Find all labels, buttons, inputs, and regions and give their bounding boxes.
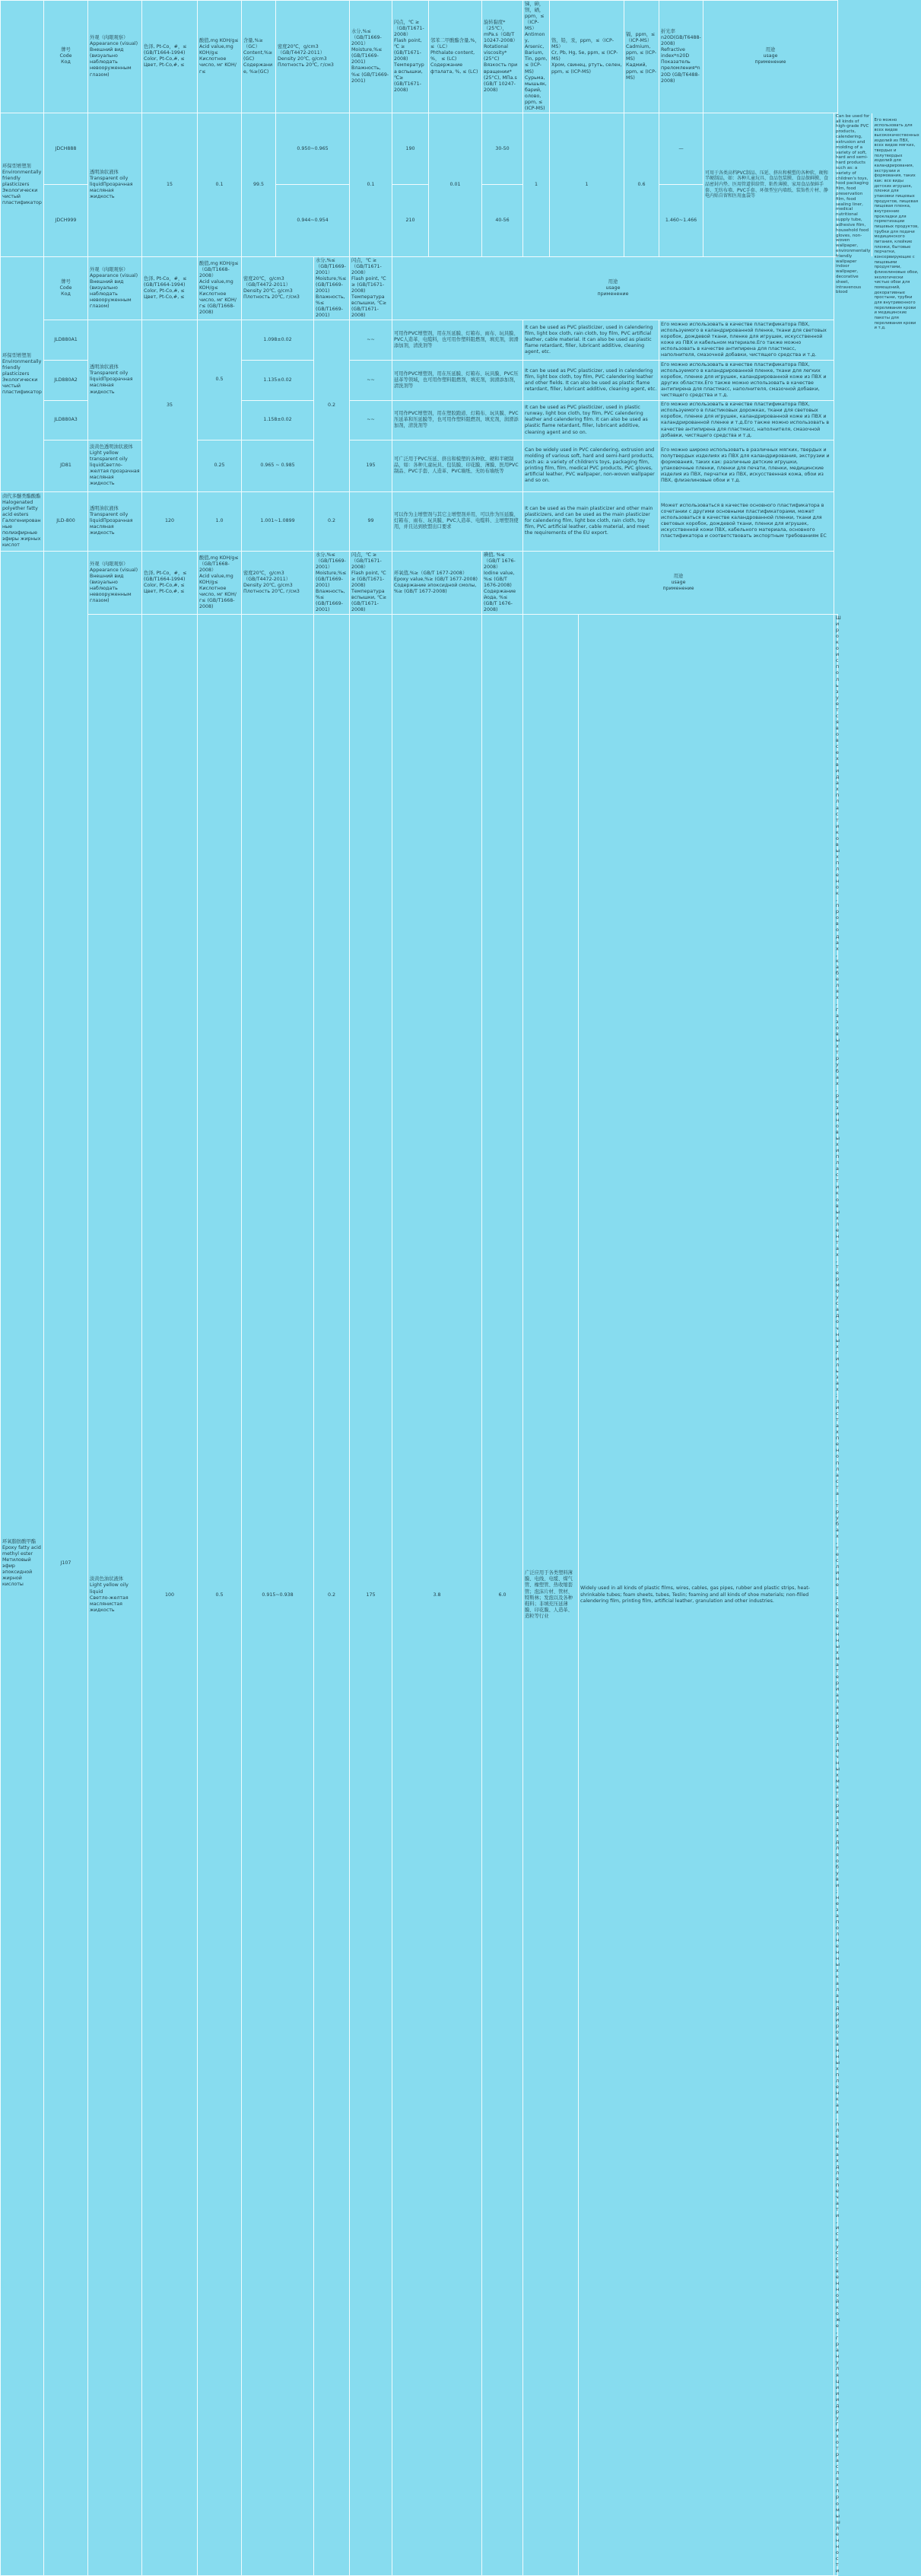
s2-r2-density: 1.135±0.02 — [242, 361, 314, 401]
s1-usage-en-ru — [834, 113, 919, 331]
s4-color: 100 — [142, 615, 198, 2576]
s4-product-name: 环氧脂肪酸甲酯 Epoxy fatty acid methyl ester Метиловый эфир эпоксидной жирной кислоты — [1, 551, 44, 2575]
s1-r1-code: JDCH888 — [44, 113, 88, 185]
s1-r2-code: JDCH999 — [44, 185, 88, 257]
s1-h-content: 含量,%≥（GC） Content,%≥(GC) Содержание, %≥(GC) — [242, 1, 276, 113]
s3-flash: 99 — [350, 491, 392, 551]
s1-r1-flash: 190 — [392, 113, 429, 185]
s1-h-density: 密度20℃，g/cm3（GB/T4472-2011） Density 20℃, g/cm3 Плотность 20℃, г/см3 — [276, 1, 350, 113]
s4-acid: 0.5 — [198, 615, 242, 2576]
s1-h-cadmium: 镉，ppm，≤（ICP-MS） Cadmium, ppm, ≤ (ICP-MS) Кадмий, ppm, ≤ (ICP-MS) — [624, 1, 659, 113]
s4-row — [1, 615, 838, 2576]
s4-h-iodine: 碘值, %≤（GB/T 1676-2008） Iodine value, %≤ (GB/T 1676-2008) Содержание йода, %≤ (GB/T 1676-2008) — [482, 551, 523, 614]
s2-acid: 0.5 — [198, 320, 242, 440]
s1-h-metals1: 锑，砷，钡，硒，ppm，≤（ICP-MS） Antimony, Arsenic, Barium, Tin, ppm, ≤ (ICP-MS) Сурьма, мышьяк, барий, олово, ppm, ≤ (ICP-MS) — [523, 1, 550, 113]
s2-r3-usage-cn: 可用作PVC增塑剂，用在塑胶跑道、灯箱布、玩具膜、PVC压延革和压延膜等，也可用作塑料阻燃剂，填充剂，润滑添加剂，清洗剂等 — [392, 401, 523, 440]
s3-density: 1.001~1.0899 — [242, 491, 314, 551]
s2-h-code: 牌号 Code Код — [44, 256, 88, 320]
s1-h-color: 色泽, Pt-Co，#，≤ (GB/T1664-1994) Color, Pt-Co,#, ≤ Цвет, Pt-Co,#, ≤ — [142, 1, 198, 113]
s4-h-appearance: 外观（肉眼观察） Appearance (visual) Внешний вид (визуально наблюдать невооруженным глазом) — [88, 551, 142, 614]
s1-h-refractive: 折光率n20D(GB/T6488-2008) Refractive index*n20D Показатель преломления*n20D (GB/T6488-2008) — [659, 1, 703, 113]
s1-r2-refractive: 1.460~1.466 — [659, 185, 703, 257]
s2-r2-usage-cn: 可用作PVC增塑剂，用在压延膜、灯箱布、玩具膜、PVC压延革等领域，也可用作塑料阻燃剂，填充剂，润滑添加剂，清洗剂等 — [392, 361, 523, 401]
s2-header-row — [1, 256, 838, 320]
s1-h-code: 牌号 Code Код — [44, 1, 88, 113]
s1-header-row — [1, 1, 838, 113]
s1-h-viscosity: 旋转黏度*（25℃），mPa.s（GB/T 10247-2008）Rotational viscosity* (25°C) Вязкость при вращении* (25°C), МПа.s (GB/T 10247-2008) — [482, 1, 523, 113]
s1-r2-flash: 210 — [392, 185, 429, 257]
s1-appearance: 透明油状液体 Transparent oily liquidПрозрачная масляная жидкость — [88, 113, 142, 256]
s1-content: 99.5 — [242, 113, 276, 256]
s2-product-name: 环保型增塑剂 Environmentally friendly plasticizers Экологически чистый пластификатор — [1, 256, 44, 491]
s4-density: 0.915~0.938 — [242, 615, 314, 2576]
s1-h-metals2: 铬，铅，汞，ppm，≤（ICP-MS） Cr, Pb, Hg, Se, ppm, ≤ (ICP-MS) Хром, свинец, ртуть, селен, ppm, ≤ (ICP-MS) — [550, 1, 624, 113]
s4-code: J107 — [44, 551, 88, 2575]
s3-acid: 1.0 — [198, 491, 242, 551]
s1-metals2: 1 — [550, 113, 624, 256]
s3-usage-ru: Может использоваться в качестве основного пластификатора в сочетании с другими основными пластификаторами, может использоваться в качестве каландрованной пленки, ткани для световых коробок, дождевой ткани, пленки для игрушек, искусственной кожи ПВХ, кабельного материала, основного пластификатора и соответствовать экспортным требованиям ЕС — [659, 491, 834, 551]
s2-moisture: 0.2 — [314, 320, 350, 491]
s2-h-moisture: 水分,%≤（GB/T1669-2001） Moisture,%≤ (GB/T1669-2001) Влажность, %≤ (GB/T1669-2001) — [314, 256, 350, 320]
s2-r1-usage-en: It can be used as PVC plasticizer, used in calendering film, light box cloth, rain cloth, toy film, PVC artificial leather, cable material. It can also be used as plastic flame retardant, filler, lubricant additive, cleaning agent, etc. — [523, 320, 659, 361]
s2-h-color: 色泽, Pt-Co，#，≤ (GB/T1664-1994) Color, Pt-Co,#, ≤ Цвет, Pt-Co,#, ≤ — [142, 256, 198, 320]
s2-appearance: 透明油状液体 Transparent oily liquidПрозрачная масляная жидкость — [88, 320, 142, 440]
s2-r2-usage-ru: Его можно использовать в качестве пластификатора ПВХ, используемого в каландрированной пленке, ткани для легких коробок, пленке для игрушек, каландрированной коже из ПВХ и других областях.Его также можно использовать в качестве антипирена для пластмасс, наполнителя, смазочной добавки, чистящего средства и т.д. — [659, 361, 834, 401]
s4-h-moisture: 水分,%≤（GB/T1669-2001） Moisture,%≤ (GB/T1669-2001) Влажность, %≤ (GB/T1669-2001) — [314, 551, 350, 614]
s1-h-appearance: 外观（肉眼观察） Appearance (visual) Внешний вид (визуально наблюдать невооруженным глазом) — [88, 1, 142, 113]
s4-appearance: 淡黄色油状液体 Light yellow oily liquid Светло-желтая маслянистая жидкость — [88, 615, 142, 2576]
s1-product-name: 环保型增塑剂 Environmentally friendly plasticizers Экологически чистый пластификатор — [1, 113, 44, 256]
s2-r1-flash: ~~ — [350, 320, 392, 361]
s2-r4-usage-en: Can be widely used in PVC calendering, extrusion and molding of various soft, hard and semi-hard products, such as: a variety of children's toys, packaging film, printing film, film, medical PVC products, PVC gloves, artificial leather, PVC wallpaper, non-woven wallpaper and so on. — [523, 440, 659, 491]
s2-h-flash: 闪点，℃ ≥（GB/T1671-2008） Flash point, ℃ ≥ (GB/T1671-2008) Температура вспышки, ℃≥ (GB/T1671-2008) — [350, 256, 392, 320]
s4-h-flash: 闪点，℃ ≥（GB/T1671-2008） Flash point, ℃ ≥ (GB/T1671-2008) Температура вспышки, ℃≥ (GB/T1671-2008) — [350, 551, 392, 614]
s1-moisture: 0.1 — [350, 113, 392, 256]
s4-moisture: 0.2 — [314, 615, 350, 2576]
s2-r4-flash: 195 — [350, 440, 392, 491]
s4-h-density: 密度20℃，g/cm3（GB/T4472-2011） Density 20℃, g/cm3 Плотность 20℃, г/см3 — [242, 551, 314, 614]
s4-flash: 175 — [350, 615, 392, 2576]
s1-h-acid: 酸值,mg KOH/g≤ Acid value,mg KOH/g≤ Кислотное число, мг KOH/г≤ — [198, 1, 242, 113]
s1-usage-en: Can be used for all kinds of high-grade PVC products, calendering, extrusion and molding of a variety of soft, hard and semi-hard products such as: a variety of children's toys, food packaging film, food preservation film, food sealing liner, medical nutritional supply tube, adhesive film, household food gloves, non-woven wallpaper, environmentally friendly wallpaper indoor wallpaper, decorative sheet, intravenous blood — [834, 113, 872, 256]
s1-h-phthalate: 邻苯二甲酸酯含量,%，≤（LC） Phthalate content, %， ≤ (LC) Содержание фталата, %, ≤ (LC) — [429, 1, 482, 113]
s1-acid: 0.1 — [198, 113, 242, 256]
s4-h-color: 色泽, Pt-Co，#，≤ (GB/T1664-1994) Color, Pt-Co,#, ≤ Цвет, Pt-Co,#, ≤ — [142, 551, 198, 614]
s4-usage-en: Widely used in all kinds of plastic films, wires, cables, gas pipes, rubber and plastic strips, heat-shrinkable tubes; foam sheets, tubes, Teslin; foaming and all kinds of shoe materials; non-filled calendering film, printing film, artificial leather, granulation and other industries. — [579, 615, 834, 2576]
s1-metals1: 1 — [523, 113, 550, 256]
s2-r2-flash: ~~ — [350, 361, 392, 401]
s4-h-acid: 酸值,mg KOH/g≤（GB/T1668-2008） Acid value,mg KOH/g≤ Кислотное число, мг KOH/г≤ (GB/T1668-2008) — [198, 551, 242, 614]
s2-r3-density: 1.158±0.02 — [242, 401, 314, 440]
s4-h-epoxy: 环氧值,%≥（GB/T 1677-2008） Epoxy value,%≥ (GB/T 1677-2008) Содержание эпоксидной смолы, %≥ (GB/T 1677-2008) — [392, 551, 482, 614]
s2-h-acid: 酸值,mg KOH/g≤（GB/T1668-2008） Acid value,mg KOH/g≤ Кислотное число, мг KOH/г≤ (GB/T1668-2008) — [198, 256, 242, 320]
s3-row — [1, 491, 838, 551]
s1-r2-viscosity: 40-56 — [482, 185, 523, 257]
s2-r3-flash: ~~ — [350, 401, 392, 440]
s1-cadmium: 0.6 — [624, 113, 659, 256]
s2-r1-code: JLD880A1 — [44, 320, 88, 361]
s3-usage-en: It can be used as the main plasticizer and other main plasticizers, and can be used as the main plasticizer for calendering film, light box cloth, rain cloth, toy film, PVC artificial leather, cable material, and meet the requirements of the EU export. — [523, 491, 659, 551]
s1-h-flash: 闪点，℃ ≥（GB/T1671-2008） Flash point, ℃ ≥ (GB/T1671-2008) Температура вспышки, ℃≥ (GB/T1671-2008) — [392, 1, 429, 113]
s1-phthalate: 0.01 — [429, 113, 482, 256]
s1-r1-density: 0.950~0.965 — [276, 113, 350, 185]
s4-header-row — [1, 551, 838, 614]
s4-iodine: 6.0 — [482, 615, 523, 2576]
s2-r4-acid: 0.25 — [198, 440, 242, 491]
s2-r1-usage-ru: Его можно использовать в качестве пластификатора ПВХ, используемого в каландрированной пленке, ткани для световых коробок, дождевой ткани, пленке для игрушек, искусственной коже из ПВХ и кабельном материале.Его также можно использовать в качестве антипирена для пластмасс, наполнителя, смазочной добавки, чистящего средства и т.д. — [659, 320, 834, 361]
s3-product-name: 卤代多醚类酯酸酯Halogenated polyether fatty acid esters Галогенированные полиэфирные эфиры жирных кислот — [1, 491, 44, 551]
s4-epoxy: 3.8 — [392, 615, 482, 2576]
s2-r4-density: 0.965 ~ 0.985 — [242, 440, 314, 491]
s4-h-usage: 用途 usage применение — [523, 551, 834, 614]
s2-r1-density: 1.098±0.02 — [242, 320, 314, 361]
s2-r4-appearance: 淡黄色透明油状液体 Light yellow transparent oily liquidСветло-желтая прозрачная масляная жидкость — [88, 440, 142, 491]
s1-corner — [1, 1, 44, 113]
s1-h-usage: 用途 usage применение — [703, 1, 838, 113]
s1-usage-ru: Его можно использовать для всех видов высококачественных изделий из ПВХ, всех видов мягких, твердых и полутвердых изделий для каландрирования, экструзии и формования, таких как: все виды детских игрушек, пленки для упаковки пищевых продуктов, пищевая пищевая пленка, внутренние прокладки для герметизации пищевых продуктов, трубки для подачи медицинского питания, клейкие пленки, бытовые перчатки, консервирующие с пищевыми продуктами, флизелиновые обои, экологически чистые обои для помещений, декоративные простыни, трубки для внутривенного переливания крови и медицинские пакеты для переливания крови и т.д. — [874, 117, 919, 331]
s1-h-moisture: 水分,%≤（GB/T1669-2001） Moisture,%≤ (GB/T1669-2001) Влажность, %≤ (GB/T1669-2001) — [350, 1, 392, 113]
s2-r3-usage-ru: Его можно использовать в качестве пластификатора ПВХ, используемого в пластиковых дорожках, ткани для световых коробок, пленке для игрушек, каландрированной коже из ПВХ и каландрированной пленке и т.д.Его также можно использовать в качестве антипирена для пластмасс, наполнителя, смазочной добавки, чистящего средства и т.д. — [659, 401, 834, 440]
s2-h-density: 密度20℃，g/cm3（GB/T4472-2011） Density 20℃, g/cm3 Плотность 20℃, г/см3 — [242, 256, 314, 320]
s3-usage-cn: 可以作为主增塑剂与其它主增塑剂并用，可以作为压延膜、灯箱布、雨布、玩具膜、PVC人造革、电缆料、主增塑剂使用，并且达到欧盟出口要求 — [392, 491, 523, 551]
s2-h-usage: 用途 usage применение — [392, 256, 834, 320]
s2-r3-code: JLD880A3 — [44, 401, 88, 440]
s1-r1-viscosity: 30-50 — [482, 113, 523, 185]
s4-usage-ru: Широко используется во всех видах пластиковых пленок, проводах, кабелях, газовых трубах, резиновых и пластиковых лентах, термоусадочных гильзах; листах пенопласта, трубах, теслине; вспененных материалах и различных материалах для обуви; незаполненных каландрированных пленках, пленках для печати, искусственной коже, грануляции и других отраслях промышленности — [834, 615, 838, 2576]
s2-r2-usage-en: It can be used as PVC plasticizer, used in calendering film, light box cloth, toy film, PVC calendering leather and other fields. It can also be used as plastic flame retardant, filler, lubricant additive, cleaning agent, etc. — [523, 361, 659, 401]
s1-r1-refractive: — — [659, 113, 703, 185]
s2-r4-code: JD81 — [44, 440, 88, 491]
s2-r4-usage-cn: 可广泛用于PVC压延、挤出和模塑的各种软、硬和半硬制品，如：各种儿童玩具、包装膜、印花膜、薄膜、医用PVC制品、PVC手套、人造革、PVC墙纸、无纺布墙纸等 — [392, 440, 523, 491]
s1-r2-density: 0.944~0.954 — [276, 185, 350, 257]
s2-r1-usage-cn: 可用作PVC增塑剂，用在压延膜、灯箱布、雨布、玩具膜、PVC人造革、电缆料，也可用作塑料阻燃剂，填充剂，润滑添加剂，清洗剂等 — [392, 320, 523, 361]
s4-usage-cn: 广泛应用于各类塑料薄膜、电线、电缆、煤气管、橡塑管、热收缩套管；泡沫片材、管材、特斯林；发泡以及各种鞋料；非填充压延薄膜、印花膜、人造革、造粒等行业 — [523, 615, 579, 2576]
s2-color: 35 — [142, 320, 198, 491]
s2-h-appearance: 外观（肉眼观察） Appearance (visual) Внешний вид (визуально наблюдать невооруженным глазом) — [88, 256, 142, 320]
s3-moisture: 0.2 — [314, 491, 350, 551]
s2-r2-code: JLD880A2 — [44, 361, 88, 401]
s2-row-1 — [1, 320, 838, 361]
s1-color: 15 — [142, 113, 198, 256]
s3-appearance: 透明油状液体 Transparent oily liquidПрозрачная масляная жидкость — [88, 491, 142, 551]
s2-r3-usage-en: It can be used as PVC plasticizer, used in plastic runway, light box cloth, toy film, PVC calendering leather and calendering film. It can also be used as plastic flame retardant, filler, lubricant additive, cleaning agent and so on. — [523, 401, 659, 440]
s1-row-1 — [1, 113, 838, 185]
s3-code: JLD-800 — [44, 491, 88, 551]
s2-r4-usage-ru: Его можно широко использовать в различных мягких, твердых и полутвердых изделиях из ПВХ для каландрирования, экструзии и формования, таких как: различные детские игрушки, упаковочные пленки, пленки для печати, пленки, медицинские изделия из ПВХ, перчатки из ПВХ, искусственная кожа, обои из ПВХ, флизелиновые обои и т.д. — [659, 440, 834, 491]
s2-row-4 — [1, 440, 838, 491]
s3-color: 120 — [142, 491, 198, 551]
s1-usage-cn: 可用于各类高档PVC制品、压延、挤出和模塑的各种软、硬和半硬制品，如：各种儿童玩具、食品包装膜、食品保鲜膜、食品密封内垫、医用管道供给管、粘性薄膜、家用食品保鲜手套、无纺布墙、PVC手套、环保型室内墙纸、装饰性片材、静电内贴自留和医用血袋等 — [703, 113, 834, 256]
